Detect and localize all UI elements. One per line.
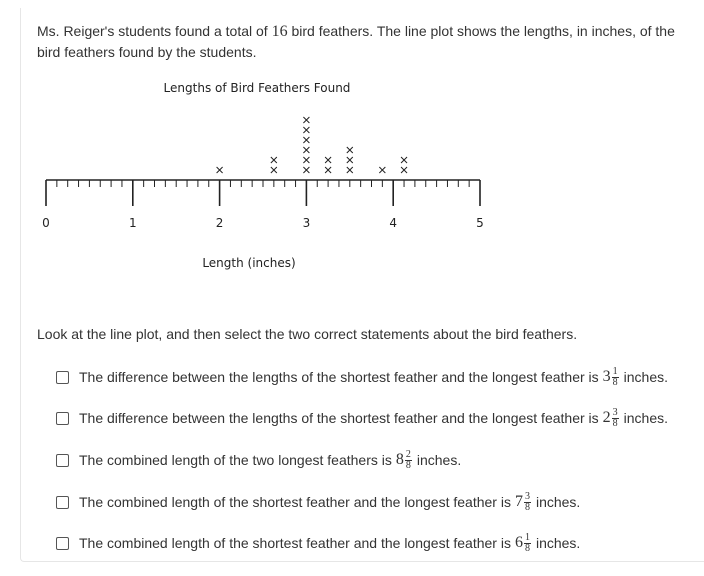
numerator: 3 (612, 406, 618, 418)
data-point-x (303, 167, 309, 173)
whole-part: 2 (602, 409, 611, 426)
option-text: The combined length of the shortest feather and the longest feather is (79, 494, 511, 510)
data-point-x (347, 157, 353, 163)
option-text: The difference between the lengths of the shortest feather and the longest feather is (79, 410, 599, 426)
data-point-x (325, 157, 331, 163)
data-point-x (401, 157, 407, 163)
data-point-x (303, 157, 309, 163)
option-unit: inches. (623, 410, 668, 426)
option-text: The combined length of the shortest feather and the longest feather is (79, 535, 511, 551)
denominator: 8 (612, 376, 618, 388)
answer-option[interactable] (56, 407, 668, 429)
numerator: 2 (405, 448, 411, 460)
tick-label: 0 (42, 216, 50, 230)
x-axis-label: Length (inches) (202, 256, 296, 270)
data-point-x (303, 137, 309, 143)
mixed-number (515, 492, 531, 513)
line-plot-svg (32, 78, 502, 278)
option-unit: inches. (535, 535, 581, 551)
checkbox[interactable] (56, 537, 69, 550)
answer-option[interactable] (56, 491, 580, 513)
option-text: The combined length of the two longest feathers is (79, 452, 392, 468)
whole-part: 6 (514, 534, 523, 551)
option-unit: inches. (535, 494, 581, 510)
data-point-x (347, 167, 353, 173)
numerator: 1 (612, 365, 618, 377)
fraction (612, 408, 619, 429)
option-text: The difference between the lengths of the shortest feather and the longest feather is (79, 369, 599, 385)
tick-label: 1 (128, 216, 137, 230)
numerator: 1 (524, 531, 530, 543)
question-intro (37, 21, 697, 62)
data-point-x (401, 167, 407, 173)
denominator: 8 (612, 417, 618, 429)
fraction (524, 492, 531, 513)
data-point-x (303, 127, 309, 133)
checkbox[interactable] (56, 412, 69, 425)
option-unit: inches. (416, 452, 462, 468)
whole-part: 8 (395, 451, 404, 468)
mixed-number (603, 408, 619, 429)
tick-label: 2 (215, 216, 224, 230)
data-point-x (217, 167, 223, 173)
mixed-number (396, 450, 412, 471)
data-point-x (379, 167, 385, 173)
option-unit: inches. (623, 369, 668, 385)
denominator: 8 (524, 542, 530, 554)
tick-label: 4 (389, 216, 398, 230)
denominator: 8 (405, 459, 411, 471)
checkbox[interactable] (56, 454, 69, 467)
fraction (524, 533, 531, 554)
fraction (612, 367, 619, 388)
fraction (405, 450, 412, 471)
denominator: 8 (524, 501, 530, 513)
tick-label: 5 (476, 216, 484, 230)
answer-option[interactable] (56, 366, 668, 388)
data-point-x (271, 167, 277, 173)
intro-text-after: bird feathers. The line plot shows the lengths, in inches, of the bird feathers found by the students. (37, 23, 675, 60)
mixed-number (603, 367, 619, 388)
answer-option[interactable] (56, 532, 580, 554)
numerator: 3 (524, 490, 530, 502)
chart-title: Lengths of Bird Feathers Found (163, 81, 351, 95)
intro-total: 16 (271, 23, 288, 40)
tick-label: 3 (302, 216, 311, 230)
data-point-x (271, 157, 277, 163)
data-point-x (303, 117, 309, 123)
data-point-x (347, 147, 353, 153)
whole-part: 7 (514, 493, 523, 510)
line-plot (32, 78, 502, 278)
checkbox[interactable] (56, 371, 69, 384)
checkbox[interactable] (56, 496, 69, 509)
question-prompt: Look at the line plot, and then select the two correct statements about the bird feathers. (37, 326, 578, 342)
intro-text-before: Ms. Reiger's students found a total of (37, 23, 268, 39)
whole-part: 3 (602, 368, 611, 385)
answer-option[interactable] (56, 449, 461, 471)
data-point-x (325, 167, 331, 173)
mixed-number (515, 533, 531, 554)
data-point-x (303, 147, 309, 153)
